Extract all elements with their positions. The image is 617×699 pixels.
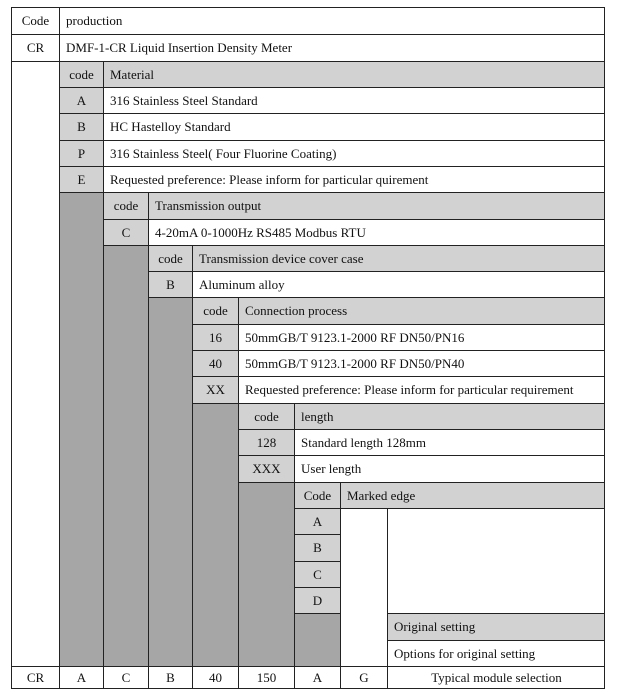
selection-bar: [59, 192, 103, 666]
footer-code: C: [103, 666, 148, 689]
product-name: DMF-1-CR Liquid Insertion Density Meter: [59, 34, 605, 61]
header-title: production: [59, 7, 605, 34]
option-code: XX: [192, 376, 238, 403]
option-code: P: [59, 140, 103, 166]
section-title: length: [294, 403, 605, 429]
option-code: A: [294, 508, 340, 534]
option-description: 4-20mA 0-1000Hz RS485 Modbus RTU: [148, 219, 605, 245]
header-code: Code: [11, 7, 59, 34]
option-code: 40: [192, 350, 238, 376]
section-code-header: code: [148, 245, 192, 271]
option-description: Requested preference: Please inform for particular quirement: [103, 166, 605, 192]
section-code-header: code: [103, 192, 148, 219]
selection-bar: [103, 245, 148, 666]
section-title: Original setting: [387, 613, 605, 640]
section-code-header: code: [59, 61, 103, 87]
footer-code: A: [59, 666, 103, 689]
footer-code: G: [340, 666, 387, 689]
option-code: 16: [192, 324, 238, 350]
selection-bar: [192, 403, 238, 666]
product-code: CR: [11, 34, 59, 61]
footer-code: B: [148, 666, 192, 689]
option-description: HC Hastelloy Standard: [103, 113, 605, 140]
section-code-header: Code: [294, 482, 340, 508]
option-description: 316 Stainless Steel( Four Fluorine Coating): [103, 140, 605, 166]
option-description: User length: [294, 455, 605, 482]
selection-bar: [294, 613, 340, 666]
footer-code: 150: [238, 666, 294, 689]
option-description: Aluminum alloy: [192, 271, 605, 297]
selection-bar: [148, 297, 192, 666]
option-code: C: [294, 561, 340, 587]
option-description: 50mmGB/T 9123.1-2000 RF DN50/PN40: [238, 350, 605, 376]
option-description: 316 Stainless Steel Standard: [103, 87, 605, 113]
footer-code: CR: [11, 666, 59, 689]
section-code-header: code: [192, 297, 238, 324]
section-title: Transmission device cover case: [192, 245, 605, 271]
left-gutter: [11, 61, 59, 666]
option-description: 50mmGB/T 9123.1-2000 RF DN50/PN16: [238, 324, 605, 350]
option-code: D: [294, 587, 340, 613]
option-code: B: [294, 534, 340, 561]
section-title: Connection process: [238, 297, 605, 324]
footer-code: 40: [192, 666, 238, 689]
option-code: B: [148, 271, 192, 297]
selection-bar: [238, 482, 294, 666]
option-code: B: [59, 113, 103, 140]
section-title: Transmission output: [148, 192, 605, 219]
section-code-header: code: [238, 403, 294, 429]
filler-cell: [387, 508, 605, 613]
option-code: 128: [238, 429, 294, 455]
option-description: Requested preference: Please inform for particular requirement: [238, 376, 605, 403]
option-code: A: [59, 87, 103, 113]
footer-code: A: [294, 666, 340, 689]
option-description: Options for original setting: [387, 640, 605, 666]
option-description: Standard length 128mm: [294, 429, 605, 455]
section-title: Marked edge: [340, 482, 605, 508]
option-code: E: [59, 166, 103, 192]
option-code: XXX: [238, 455, 294, 482]
filler-cell: [340, 508, 387, 666]
option-code: C: [103, 219, 148, 245]
section-title: Material: [103, 61, 605, 87]
footer-label: Typical module selection: [387, 666, 605, 689]
